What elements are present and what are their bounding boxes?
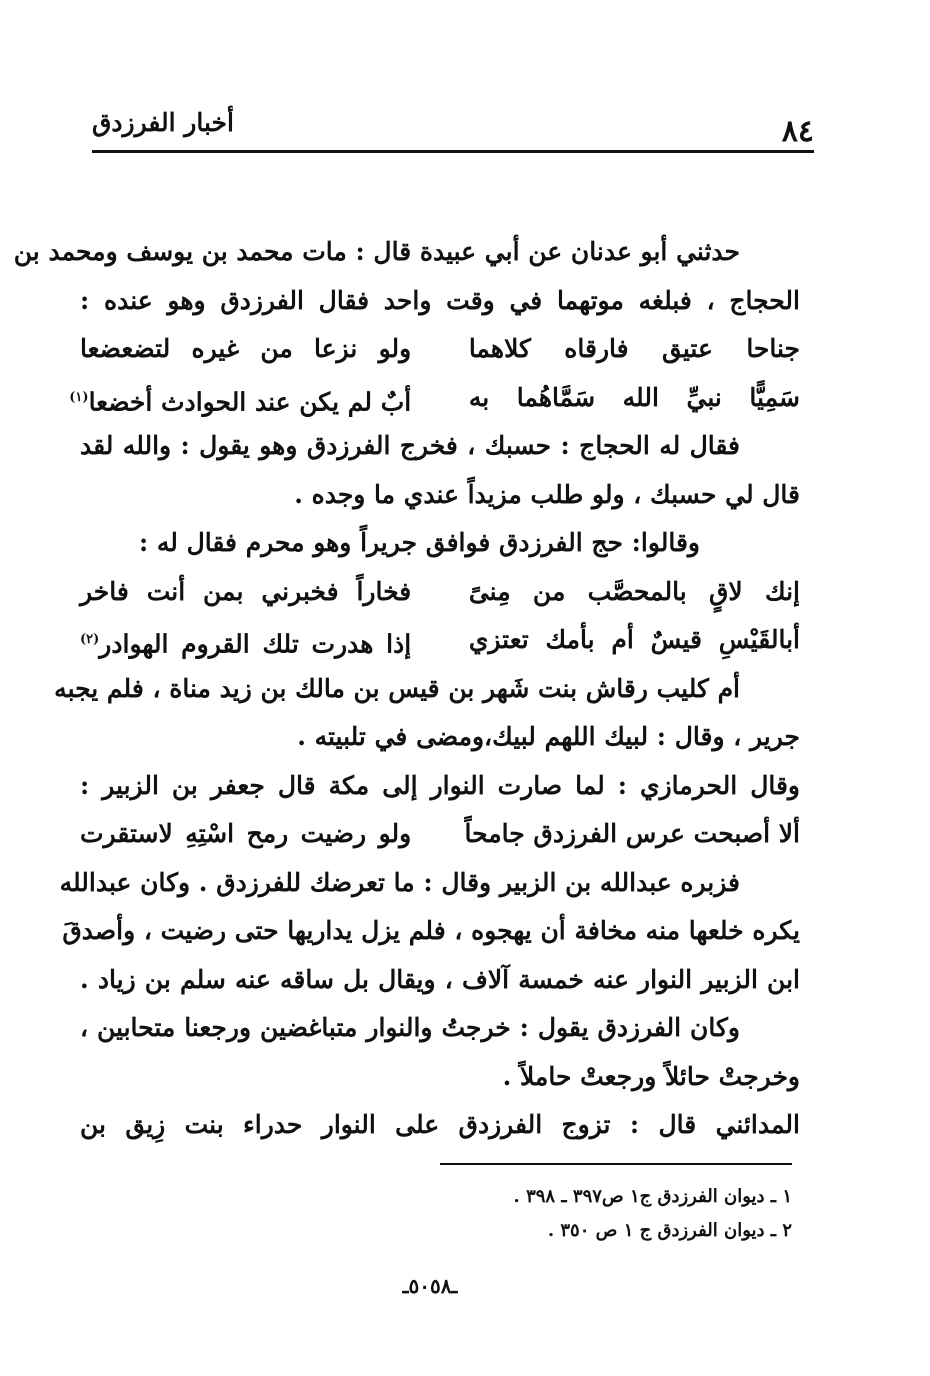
- verse-line: [80, 325, 800, 374]
- verse-first-hemistich: سَمِيًّا نبيِّ الله سَمَّاهُما به: [468, 382, 800, 412]
- verse-first-hemistich: أبالقَيْسِ قيسٌ أم بأمك تعتزي: [468, 625, 800, 654]
- footnote-item: ١ ـ ديوان الفرزدق ج١ ص٣٩٧ ـ ٣٩٨ .: [513, 1186, 792, 1207]
- verse-line: [69, 374, 800, 423]
- footnote-marker: (٢): [80, 632, 100, 647]
- text-line: أم كليب رقاش بنت شَهر بن قيس بن مالك بن زيد مناة ، فلم يجبه: [54, 673, 740, 703]
- verse-text: أبٌ لم يكن عند الحوادث أخضعا: [88, 386, 412, 416]
- text-line: المدائني قال : تزوج الفرزدق على النوار حدراء بنت زِيق بن: [80, 1110, 800, 1139]
- text-line: فقال له الحجاج : حسبك ، فخرج الفرزدق وهو يقول : والله لقد: [80, 431, 740, 460]
- footnote-marker: (١): [69, 389, 89, 405]
- text-line: فزبره عبدالله بن الزبير وقال : ما تعرضك للفرزدق . وكان عبدالله: [59, 867, 740, 897]
- footnotes: [300, 1180, 792, 1248]
- main-text: [13, 228, 800, 1150]
- page-number: ٨٤: [781, 114, 814, 149]
- text-line: جرير ، وقال : لبيك اللهم لبيك،ومضى في تلبيته .: [297, 722, 800, 751]
- verse-second-hemistich: [69, 374, 412, 423]
- verse-second-hemistich: [80, 616, 411, 665]
- verse-second-hemistich: ولو نزعا من غيره لتضعضعا: [80, 334, 412, 363]
- text-line: ابن الزبير النوار عنه خمسة آلاف ، ويقال بل ساقه عنه سلم بن زياد .: [80, 964, 800, 994]
- running-title: أخبار الفرزدق: [92, 108, 234, 137]
- verse-text: إذا هدرت تلك القروم الهوادر: [99, 629, 412, 659]
- text-line: وقال الحرمازي : لما صارت النوار إلى مكة قال جعفر بن الزبير :: [80, 770, 800, 800]
- verse-second-hemistich: ولو رضيت رمح اسْتِهِ لاستقرت: [80, 819, 412, 848]
- text-line: قال لي حسبك ، ولو طلب مزيداً عندي ما وجده .: [294, 479, 800, 509]
- verse-first-hemistich: جناحا عتيق فارقاه كلاهما: [468, 334, 800, 363]
- footnote-rule: [440, 1163, 792, 1165]
- folio-number: ـ٥٠٥٨ـ: [402, 1274, 458, 1298]
- text-line: الحجاج ، فبلغه موتهما في وقت واحد فقال الفرزدق وهو عنده :: [80, 285, 800, 315]
- text-line: يكره خلعها منه مخافة أن يهجوه ، فلم يزل يداريها حتى رضيت ، وأصدقَ: [62, 916, 800, 945]
- verse-line: [80, 616, 800, 665]
- verse-first-hemistich: ألا أصبحت عرس الفرزدق جامحاً: [464, 819, 800, 848]
- text-line: وكان الفرزدق يقول : خرجتُ والنوار متباغضين ورجعنا متحابين ،: [80, 1013, 740, 1042]
- verse-line: [80, 810, 800, 859]
- page-header: [92, 108, 814, 156]
- verse-second-hemistich: فخاراً فخبرني بمن أنت فاخر: [80, 576, 412, 606]
- footnote-item: ٢ ـ ديوان الفرزدق ج ١ ص ٣٥٠ .: [547, 1220, 792, 1241]
- text-line: وقالوا: حج الفرزدق فوافق جريراً وهو محرم فقال له :: [138, 528, 700, 557]
- verse-line: [80, 568, 800, 617]
- header-rule: [92, 150, 814, 153]
- text-line: حدثني أبو عدنان عن أبي عبيدة قال : مات محمد بن يوسف ومحمد بن: [13, 237, 740, 266]
- verse-first-hemistich: إنك لاقٍ بالمحصَّب من مِنىً: [468, 576, 800, 606]
- text-line: وخرجتْ حائلاً ورجعتْ حاملاً .: [502, 1061, 800, 1091]
